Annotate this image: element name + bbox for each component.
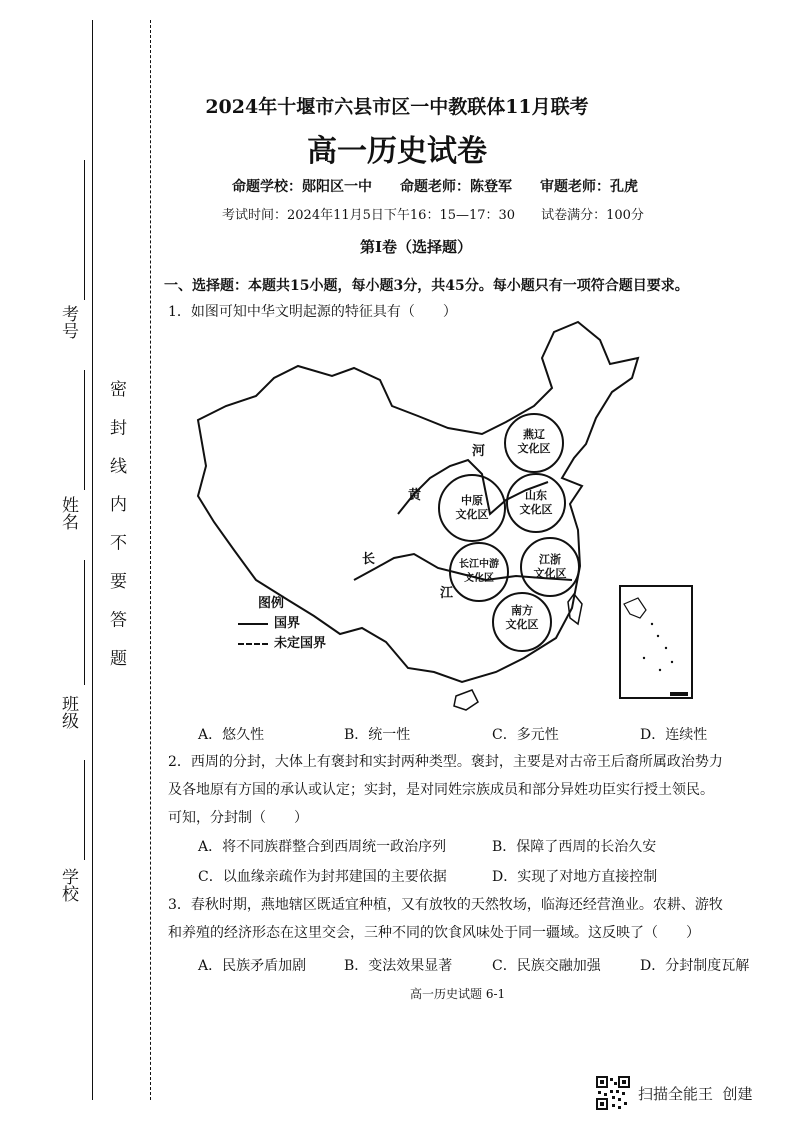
school-underline — [84, 760, 85, 860]
binding-line-left — [92, 20, 93, 1100]
map-legend — [238, 594, 326, 654]
region-yanliao-label: 燕辽 文化区 — [517, 428, 551, 455]
inset-islands — [643, 623, 673, 671]
subject-title: 高一历史试卷 — [307, 134, 487, 169]
class-underline — [84, 560, 85, 685]
school-label: 学校 — [58, 868, 78, 902]
number-label: 考号 — [58, 305, 78, 339]
region-changjiang-label: 长江中游 文化区 — [459, 559, 499, 584]
q1-option-a: A．悠久性 — [198, 727, 265, 743]
binding-line-right — [150, 20, 151, 1100]
legend-solid-line — [238, 623, 268, 625]
q2-stem-line-3: 可知，分封制（ ） — [168, 810, 308, 826]
name-label: 姓名 — [58, 496, 78, 530]
legend-undetermined-row — [238, 634, 326, 654]
region-zhongyuan-label: 中原 文化区 — [455, 494, 489, 521]
time-info: 考试时间：2024年11月5日下午16：15—17：30 试卷满分：100分 — [222, 208, 644, 223]
region-jiangzhe-label: 江浙 文化区 — [533, 553, 567, 580]
q1-stem: 1．如图可知中华文明起源的特征具有（ ） — [168, 304, 457, 320]
region-nanfang-label: 南方 文化区 — [505, 604, 539, 631]
instructions: 一、选择题：本题共15小题，每小题3分，共45分。每小题只有一项符合题目要求。 — [164, 278, 689, 294]
q1-option-b: B．统一性 — [344, 727, 411, 743]
seal-notice: 密 封 线 内 不 要 答 题 — [106, 380, 126, 674]
legend-border-label: 国界 — [274, 616, 301, 631]
river-label-jiang: 江 — [440, 586, 454, 601]
q2-option-b: B．保障了西周的长治久安 — [492, 839, 657, 855]
q2-option-a: A．将不同族群整合到西周统一政治序列 — [198, 839, 447, 855]
q2-option-c: C．以血缘亲疏作为封邦建国的主要依据 — [198, 869, 447, 885]
q2-stem-line-1: 2．西周的分封，大体上有褒封和实封两种类型。褒封，主要是对古帝王后裔所属政治势力 — [168, 754, 723, 770]
legend-undetermined-label: 未定国界 — [274, 636, 327, 651]
qr-code-icon — [596, 1076, 630, 1110]
scanner-watermark — [596, 1076, 753, 1110]
qr-code-svg — [596, 1076, 630, 1110]
q3-option-b: B．变法效果显著 — [344, 958, 453, 974]
river-label-he: 河 — [472, 444, 486, 459]
q3-stem-line-1: 3．春秋时期，燕地辖区既适宜种植，又有放牧的天然牧场，临海还经营渔业。农耕、游牧 — [168, 897, 723, 913]
exam-title: 2024年十堰市六县市区一中教联体11月联考 — [205, 96, 589, 118]
legend-border-row — [238, 614, 326, 634]
q3-option-c: C．民族交融加强 — [492, 958, 601, 974]
authors-line: 命题学校：郧阳区一中 命题老师：陈登军 审题老师：孔虎 — [232, 179, 638, 195]
china-map — [186, 318, 706, 718]
section-title: 第Ⅰ卷（选择题） — [360, 238, 473, 256]
name-underline — [84, 370, 85, 490]
q3-option-a: A．民族矛盾加剧 — [198, 958, 307, 974]
south-china-sea-inset — [620, 586, 692, 698]
scanner-text: 扫描全能王 创建 — [638, 1084, 753, 1103]
q1-option-d: D．连续性 — [640, 727, 708, 743]
legend-dashed-line — [238, 643, 268, 645]
q2-option-d: D．实现了对地方直接控制 — [492, 869, 658, 885]
legend-title: 图例 — [258, 596, 285, 611]
number-underline — [84, 160, 85, 300]
page-footer: 高一历史试题 6-1 — [410, 987, 506, 1001]
q3-stem-line-2: 和养殖的经济形态在这里交会，三种不同的饮食风味处于同一疆域。这反映了（ ） — [168, 925, 700, 941]
q3-option-d: D．分封制度瓦解 — [640, 958, 750, 974]
inset-coast — [624, 598, 646, 618]
q2-stem-line-2: 及各地原有方国的承认或认定；实封，是对同姓宗族成员和部分异姓功臣实行授土领民。 — [168, 782, 714, 798]
hainan-outline — [454, 690, 478, 710]
region-shandong-label: 山东 文化区 — [519, 489, 553, 516]
q1-option-c: C．多元性 — [492, 727, 559, 743]
taiwan-outline — [568, 594, 582, 624]
river-label-chang: 长 — [362, 552, 376, 567]
river-label-huang: 黄 — [408, 488, 422, 503]
inset-scalebar — [670, 692, 688, 696]
class-label: 班级 — [58, 695, 78, 729]
